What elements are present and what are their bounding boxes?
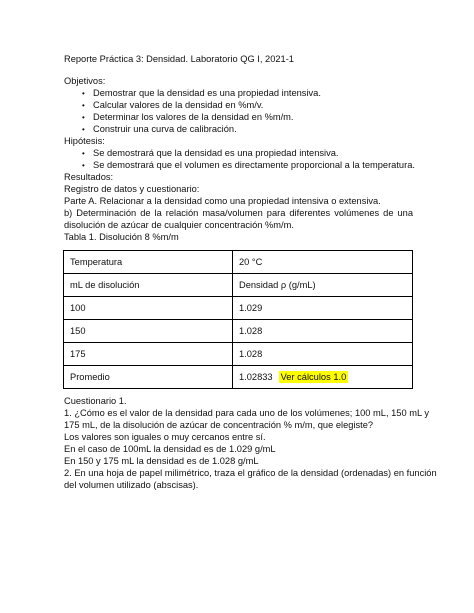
question-1-line1: 1. ¿Cómo es el valor de la densidad para cada uno de los volúmenes; 100 mL, 150 mL y <box>64 408 430 418</box>
table-cell <box>233 366 413 389</box>
table-caption: Tabla 1. Disolución 8 %m/m <box>64 232 179 242</box>
table-cell: 175 <box>64 343 233 366</box>
resultados-heading: Resultados: <box>64 172 114 182</box>
hipotesis-heading: Hipótesis: <box>64 136 105 146</box>
question-2-line1: 2. En una hoja de papel milimétrico, traza el gráfico de la densidad (ordenadas) en función <box>64 468 437 478</box>
density-table <box>63 250 413 389</box>
objetivo-item: • Determinar los valores de la densidad en %m/m. <box>82 112 294 122</box>
table-cell: 1.028 <box>233 320 413 343</box>
parte-a-text: Parte A. Relacionar a la densidad como una propiedad intensiva o extensiva. <box>64 196 381 206</box>
table-cell: Promedio <box>64 366 233 389</box>
bullet-icon: • <box>82 101 85 110</box>
table-row <box>64 274 413 297</box>
objetivo-item: • Demostrar que la densidad es una propiedad intensiva. <box>82 88 321 98</box>
bullet-icon: • <box>82 113 85 122</box>
inciso-b-line2: disolución de azúcar de cualquier concentración %m/m. <box>64 220 294 230</box>
table-cell: 1.028 <box>233 343 413 366</box>
question-1-line2: 175 mL, de la disolución de azúcar de concentración % m/m, que elegiste? <box>64 420 374 430</box>
hipotesis-item: • Se demostrará que la densidad es una propiedad intensiva. <box>82 148 339 158</box>
cuestionario-heading: Cuestionario 1. <box>64 396 127 406</box>
table-cell: Temperatura <box>64 251 233 274</box>
objetivo-item: • Calcular valores de la densidad en %m/v. <box>82 100 264 110</box>
table-row <box>64 366 413 389</box>
table-row <box>64 251 413 274</box>
inciso-b-line1: b) Determinación de la relación masa/volumen para diferentes volúmenes de una <box>64 208 413 218</box>
table-cell: 20 °C <box>233 251 413 274</box>
objetivos-heading: Objetivos: <box>64 76 106 86</box>
table-cell: mL de disolución <box>64 274 233 297</box>
report-title: Reporte Práctica 3: Densidad. Laboratorio QG I, 2021-1 <box>64 54 294 64</box>
objetivo-item: • Construir una curva de calibración. <box>82 124 237 134</box>
table-cell: 150 <box>64 320 233 343</box>
bullet-icon: • <box>82 149 85 158</box>
answer-1-line2: En el caso de 100mL la densidad es de 1.029 g/mL <box>64 444 276 454</box>
bullet-icon: • <box>82 89 85 98</box>
hipotesis-item: • Se demostrará que el volumen es directamente proporcional a la temperatura. <box>82 160 415 170</box>
promedio-value: 1.02833 <box>239 372 273 382</box>
table-row <box>64 297 413 320</box>
bullet-icon: • <box>82 125 85 134</box>
answer-1-line3: En 150 y 175 mL la densidad es de 1.028 g/mL <box>64 456 259 466</box>
table-cell: 100 <box>64 297 233 320</box>
registro-text: Registro de datos y cuestionario: <box>64 184 200 194</box>
highlight-note: Ver cálculos 1.0 <box>280 372 347 382</box>
bullet-icon: • <box>82 161 85 170</box>
question-2-line2: del volumen utilizado (abscisas). <box>64 480 199 490</box>
table-cell: 1.029 <box>233 297 413 320</box>
table-row <box>64 320 413 343</box>
table-cell: Densidad ρ (g/mL) <box>233 274 413 297</box>
table-row <box>64 343 413 366</box>
answer-1-line1: Los valores son iguales o muy cercanos entre sí. <box>64 432 266 442</box>
